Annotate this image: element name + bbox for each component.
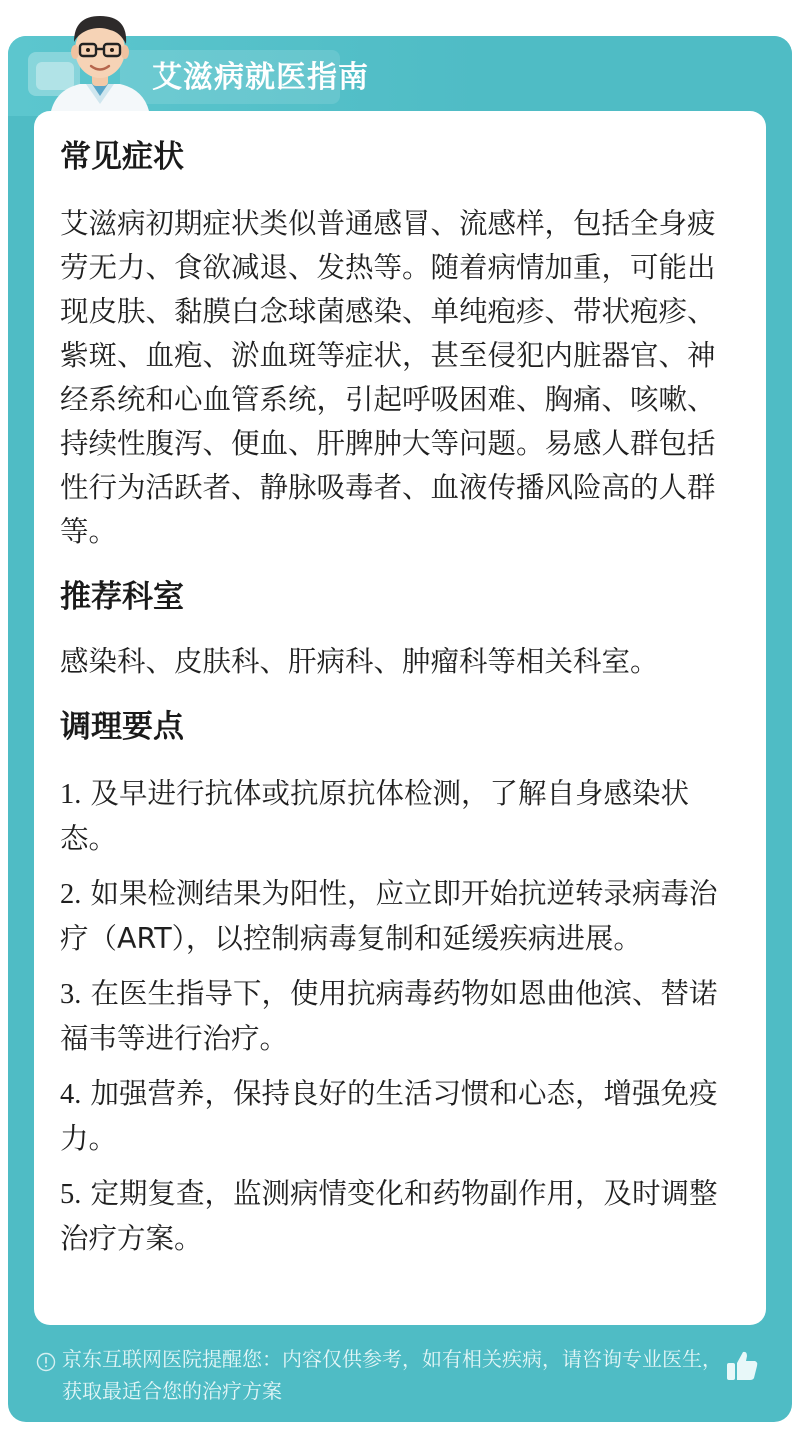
thumbs-up-icon[interactable] [724,1348,760,1384]
list-item-number: 2. [60,879,82,910]
departments-text: 感染科、皮肤科、肝病科、肿瘤科等相关科室。 [60,645,659,678]
page-title: 艾滋病就医指南 [152,60,369,95]
section-heading-care-tips: 调理要点 [60,709,184,745]
list-item-text: 及早进行抗体或抗原抗体检测，了解自身感染状态。 [60,777,689,855]
list-item [60,972,726,1061]
list-item [60,772,726,861]
list-item [60,1172,726,1261]
doctor-avatar [40,6,160,116]
section-heading-symptoms: 常见症状 [60,139,184,175]
footer-text: 京东互联网医院提醒您：内容仅供参考，如有相关疾病，请咨询专业医生，获取最适合您的治疗方案 [62,1347,722,1403]
symptoms-text: 艾滋病初期症状类似普通感冒、流感样，包括全身疲劳无力、食欲减退、发热等。随着病情加重，可能出现皮肤、黏膜白念球菌感染、单纯疱疹、带状疱疹、紫斑、血疱、淤血斑等症状，甚至侵犯内脏器官、神经系统和心血管系统，引起呼吸困难、胸痛、咳嗽、持续性腹泻、便血、肝脾肿大等问题。易感人群包括性行为活跃者、静脉吸毒者、血液传播风险高的人群等。 [60,207,716,548]
list-item-number: 5. [60,1179,82,1210]
list-item-text: 如果检测结果为阳性，应立即开始抗逆转录病毒治疗（ART），以控制病毒复制和延缓疾病进展。 [60,877,718,955]
list-item-text: 定期复查，监测病情变化和药物副作用，及时调整治疗方案。 [60,1177,718,1255]
list-item-number: 1. [60,779,82,810]
section-heading-departments: 推荐科室 [60,579,184,615]
list-item-number: 3. [60,979,82,1010]
care-tips-list [60,772,726,1261]
list-item-text: 在医生指导下，使用抗病毒药物如恩曲他滨、替诺福韦等进行治疗。 [60,977,718,1055]
list-item [60,872,726,961]
info-icon [36,1352,56,1372]
list-item [60,1072,726,1161]
list-item-number: 4. [60,1079,82,1110]
content-body [60,130,726,1272]
list-item-text: 加强营养，保持良好的生活习惯和心态，增强免疫力。 [60,1077,718,1155]
